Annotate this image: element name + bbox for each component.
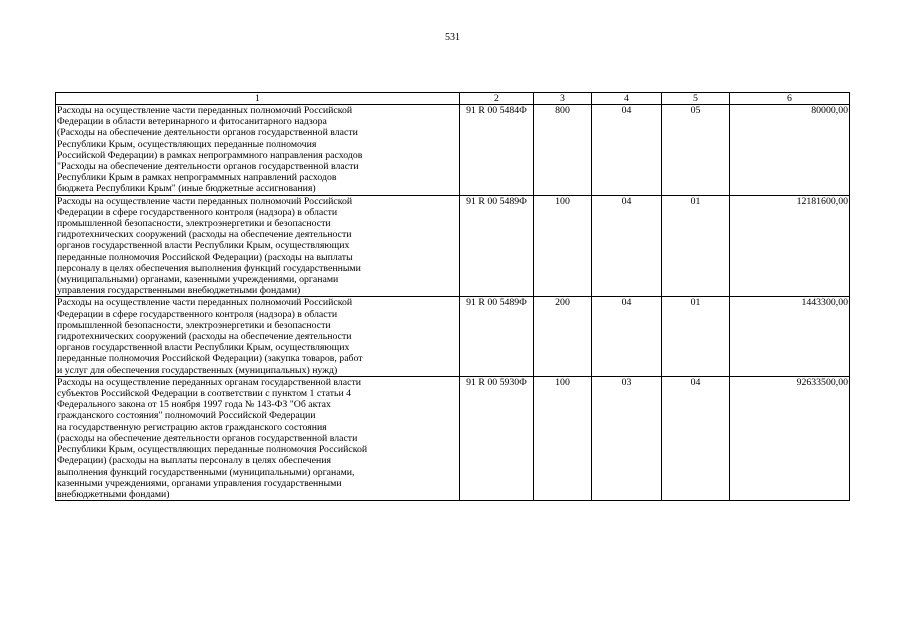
- row-code: 91 R 00 5484Ф: [460, 105, 534, 196]
- header-col-4: 4: [592, 93, 662, 105]
- row-amount: 12181600,00: [730, 195, 850, 297]
- row-type: 800: [534, 105, 592, 196]
- row-amount: 1443300,00: [730, 297, 850, 376]
- header-col-2: 2: [460, 93, 534, 105]
- row-amount: 80000,00: [730, 105, 850, 196]
- row-code: 91 R 00 5930Ф: [460, 376, 534, 500]
- table-row: [56, 297, 850, 376]
- row-description: Расходы на осуществление части переданных полномочий Российской Федерации в сфере государственного контроля (надзора) в области промышленной безопасности, электроэнергетики и безопасности гидротехнических сооружений (расходы на обеспечение деятельности органов государственной власти Республики Крым, осуществляющих переданные полномочия Российской Федерации) (закупка товаров, работ и услуг для обеспечения государственных (муниципальных) нужд): [56, 297, 460, 376]
- row-type: 200: [534, 297, 592, 376]
- table-row: [56, 105, 850, 196]
- row-description: Расходы на осуществление части переданных полномочий Российской Федерации в области ветеринарного и фитосанитарного надзора (Расходы на обеспечение деятельности органов государственной власти Республики Крым, осуществляющих переданные полномочия Российской Федерации) в рамках непрограммного направления расходов "Расходы на обеспечение деятельности органов государственной власти Республики Крым в рамках непрограммных направлений расходов бюджета Республики Крым" (иные бюджетные ассигнования): [56, 105, 460, 196]
- table-row: [56, 195, 850, 297]
- table-row: [56, 376, 850, 500]
- budget-table: [55, 92, 850, 501]
- header-col-1: 1: [56, 93, 460, 105]
- row-code: 91 R 00 5489Ф: [460, 195, 534, 297]
- row-section: 04: [592, 195, 662, 297]
- row-section: 03: [592, 376, 662, 500]
- row-subsection: 05: [662, 105, 730, 196]
- row-subsection: 01: [662, 195, 730, 297]
- row-description: Расходы на осуществление переданных органам государственной власти субъектов Российской Федерации в соответствии с пунктом 1 статьи 4 Федерального закона от 15 ноября 1997 года № 143-ФЗ "Об актах гражданского состояния" полномочий Российской Федерации на государственную регистрацию актов гражданского состояния (расходы на обеспечение деятельности органов государственной власти Республики Крым, осуществляющих переданные полномочия Российской Федерации) (расходы на выплаты персоналу в целях обеспечения выполнения функций государственными (муниципальными) органами, казенными учреждениями, органами управления государственными внебюджетными фондами): [56, 376, 460, 500]
- table-header-row: [56, 93, 850, 105]
- header-col-3: 3: [534, 93, 592, 105]
- header-col-5: 5: [662, 93, 730, 105]
- row-subsection: 04: [662, 376, 730, 500]
- row-type: 100: [534, 376, 592, 500]
- row-type: 100: [534, 195, 592, 297]
- row-subsection: 01: [662, 297, 730, 376]
- row-section: 04: [592, 105, 662, 196]
- row-section: 04: [592, 297, 662, 376]
- row-amount: 92633500,00: [730, 376, 850, 500]
- row-description: Расходы на осуществление части переданных полномочий Российской Федерации в сфере государственного контроля (надзора) в области промышленной безопасности, электроэнергетики и безопасности гидротехнических сооружений (расходы на обеспечение деятельности органов государственной власти Республики Крым, осуществляющих переданные полномочия Российской Федерации) (расходы на выплаты персоналу в целях обеспечения выполнения функций государственными (муниципальными) органами, казенными учреждениями, органами управления государственными внебюджетными фондами): [56, 195, 460, 297]
- row-code: 91 R 00 5489Ф: [460, 297, 534, 376]
- page-number: 531: [445, 32, 460, 43]
- header-col-6: 6: [730, 93, 850, 105]
